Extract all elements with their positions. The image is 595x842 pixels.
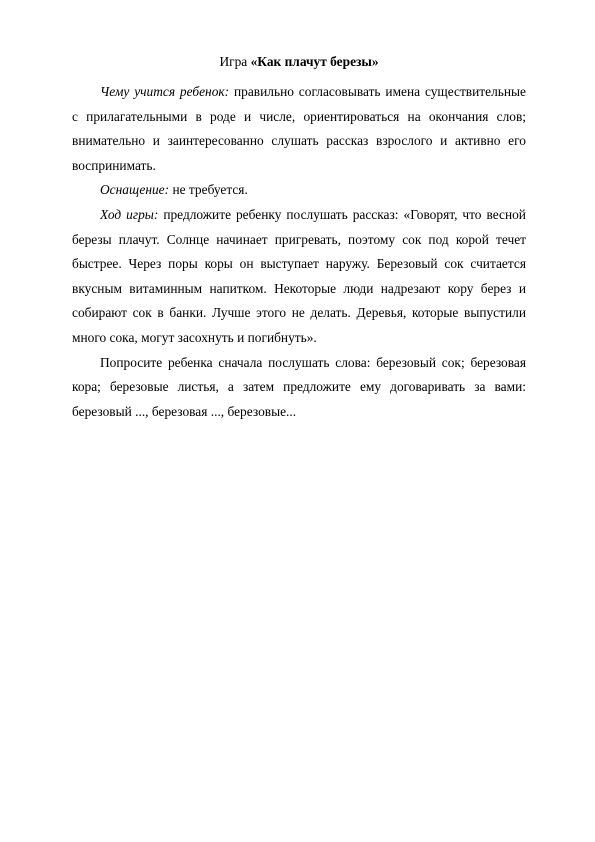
- title-prefix: Игра: [219, 54, 248, 69]
- paragraph-instructions: [72, 351, 526, 425]
- paragraph-text: предложите ребенку послушать рассказ: «Говорят, что весной березы плачут. Солнце начинает пригревать, поэтому сок под корой течет быстрее. Через поры коры он выступает наружу. Березовый сок считается вкусным витаминным напитком. Некоторые люди надрезают кору берез и собирают сок в банки. Лучше этого не делать. Деревья, которые выпустили много сока, могут засохнуть и погибнуть».: [72, 206, 526, 345]
- title-name: «Как плачут березы»: [250, 54, 379, 69]
- paragraph-text: Попросите ребенка сначала послушать слова: березовый сок; березовая кора; березовые листья, а затем предложите ему договаривать за вами: березовый ..., березовая ..., березовые...: [72, 354, 526, 419]
- paragraph-equipment: [72, 178, 526, 203]
- document-body: [72, 52, 526, 424]
- paragraph-lead: Чему учится ребенок:: [100, 84, 230, 99]
- paragraph-text: не требуется.: [172, 182, 248, 198]
- paragraph-lead: Оснащение:: [100, 182, 170, 198]
- paragraph-lead: Ход игры:: [100, 206, 159, 222]
- paragraph-game-flow: [72, 203, 526, 351]
- document-title: [72, 52, 526, 71]
- paragraph-text: правильно согласовывать имена существительные с прилагательными в роде и числе, ориентироваться на окончания слов; внимательно и заинтересованно слушать рассказ взрослого и активно его воспринимать.: [72, 84, 526, 173]
- paragraph-learning-goals: [72, 80, 526, 178]
